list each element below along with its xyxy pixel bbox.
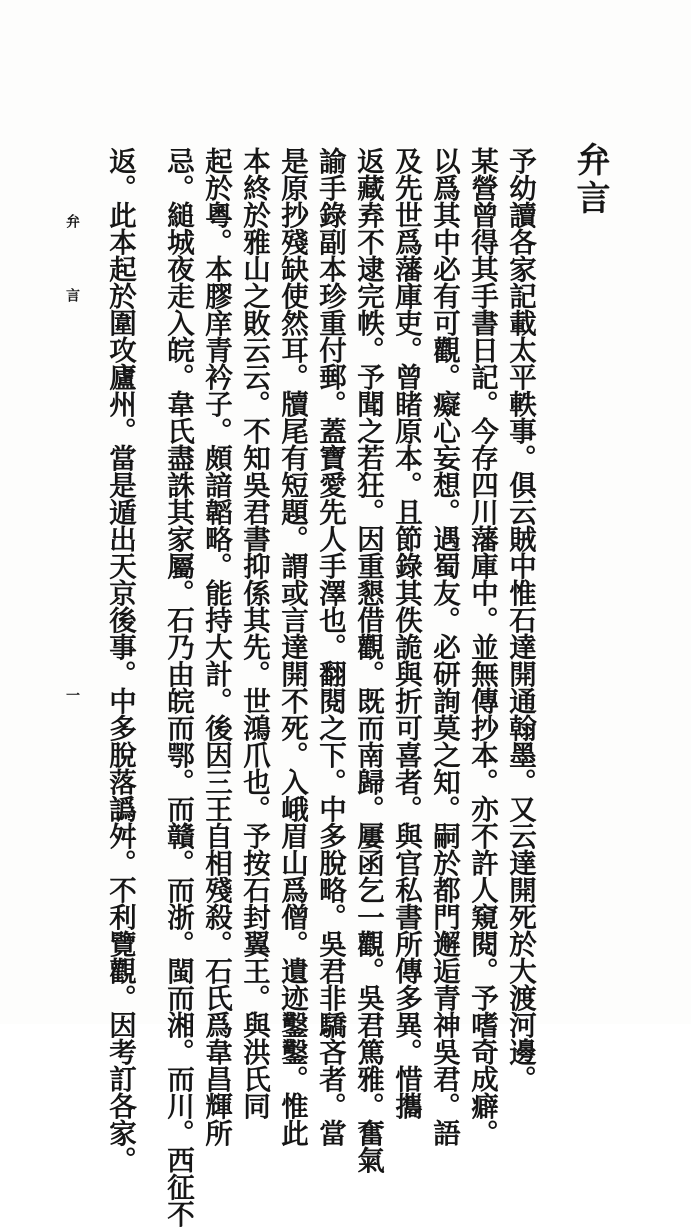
text-column-1: 予幼讀各家記載太平軼事。俱云賊中惟石達開通翰墨。又云達開死於大渡河邊。 [504, 147, 536, 1092]
text-column-8: 本終於雅山之敗云云。不知吳君書抑係其先。世鴻爪也。予按石封翼王。與洪氏同 [238, 147, 270, 1119]
text-column-5: 返藏弆不逮完帙。予聞之若狂。因重懇借觀。既而南歸。屢函乞一觀。吳君篤雅。奮氣 [352, 147, 384, 1173]
margin-header: 弁言 [64, 214, 80, 362]
text-column-7: 是原抄殘缺使然耳。牘尾有短題。謂或言達開不死。入峨眉山爲僧。遺迹鑿鑿。惟此 [276, 147, 308, 1146]
page-number: 一 [64, 688, 80, 702]
text-column-9: 起於粵。本膠庠青衿子。頗諳韜略。能持大計。後因三王自相殘殺。石氏爲韋昌輝所 [200, 147, 232, 1146]
text-column-4: 及先世爲藩庫吏。曾睹原本。且節錄其佚詭與折可喜者。與官私書所傳多異。惜攜 [390, 147, 422, 1119]
text-column-6: 諭手錄副本珍重付郵。蓋寶愛先人手澤也。翻閱之下。中多脫略。吳君非驕吝者。當 [314, 147, 346, 1146]
text-column-10: 忌。縋城夜走入皖。韋氏盡誅其家屬。石乃由皖而鄂。而贛。而浙。閩而湘。而川。西征不 [162, 147, 194, 1227]
text-column-11: 返。此本起於圍攻廬州。當是遁出天京後事。中多脫落譌舛。不利覽觀。因考訂各家。 [104, 147, 136, 1173]
page-title: 弁言 [570, 142, 610, 218]
text-column-3: 以爲其中必有可觀。癡心妄想。遇蜀友。必研詢莫之知。嗣於都門邂逅青神吳君。語 [428, 147, 460, 1146]
text-column-2: 某營曾得其手書日記。今存四川藩庫中。並無傳抄本。亦不許人窺閱。予嗜奇成癖。 [466, 147, 498, 1146]
